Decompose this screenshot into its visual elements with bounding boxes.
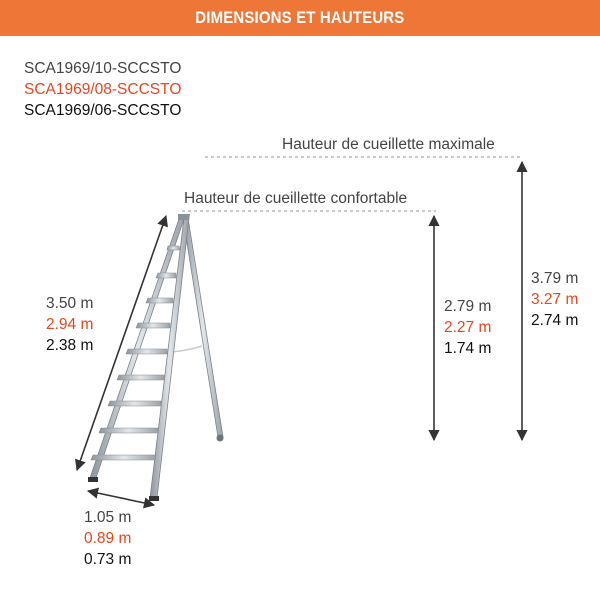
base-width-values — [84, 507, 131, 570]
ladder-length-2: 2.94 m — [46, 316, 94, 333]
ladder-foot-back — [149, 496, 159, 501]
base-width-2: 0.89 m — [84, 530, 132, 547]
ladder-top — [178, 214, 190, 220]
model-2: SCA1969/08-SCCSTO — [24, 81, 182, 98]
max-height-values — [531, 268, 578, 331]
ladder-steps — [91, 246, 180, 460]
ladder-step — [99, 428, 158, 433]
ladder-step — [136, 323, 170, 328]
header-title: DIMENSIONS ET HAUTEURS — [195, 8, 405, 27]
ladder-length-3: 2.38 m — [46, 337, 94, 354]
base-width-arrow — [88, 491, 154, 505]
comfort-height-label: Hauteur de cueillette confortable — [184, 190, 408, 207]
model-1: SCA1969/10-SCCSTO — [24, 60, 182, 77]
ladder-length-values — [46, 293, 93, 356]
ladder-length-1: 3.50 m — [46, 295, 94, 312]
ladder-rear-leg — [183, 218, 223, 437]
ladder-foot-front — [88, 477, 98, 482]
ladder — [88, 214, 224, 501]
ladder-step — [117, 375, 164, 380]
comfort-height-2: 2.27 m — [444, 319, 492, 336]
max-height-2: 3.27 m — [531, 291, 579, 308]
ladder-step — [167, 246, 180, 250]
ladder-rear-foot — [217, 435, 224, 442]
max-height-label: Hauteur de cueillette maximale — [282, 136, 495, 153]
comfort-height-3: 1.74 m — [444, 340, 492, 357]
ladder-step — [126, 349, 167, 354]
model-3: SCA1969/06-SCCSTO — [24, 102, 182, 119]
ladder-step — [156, 273, 176, 278]
max-height-1: 3.79 m — [531, 270, 579, 287]
ladder-step — [108, 401, 161, 406]
comfort-height-1: 2.79 m — [444, 298, 492, 315]
ladder-spreader — [172, 346, 202, 352]
base-width-3: 0.73 m — [84, 551, 132, 568]
base-width-1: 1.05 m — [84, 509, 132, 526]
max-height-3: 2.74 m — [531, 312, 579, 329]
comfort-height-values — [444, 296, 491, 359]
ladder-step — [146, 298, 173, 303]
ladder-step — [91, 455, 156, 460]
